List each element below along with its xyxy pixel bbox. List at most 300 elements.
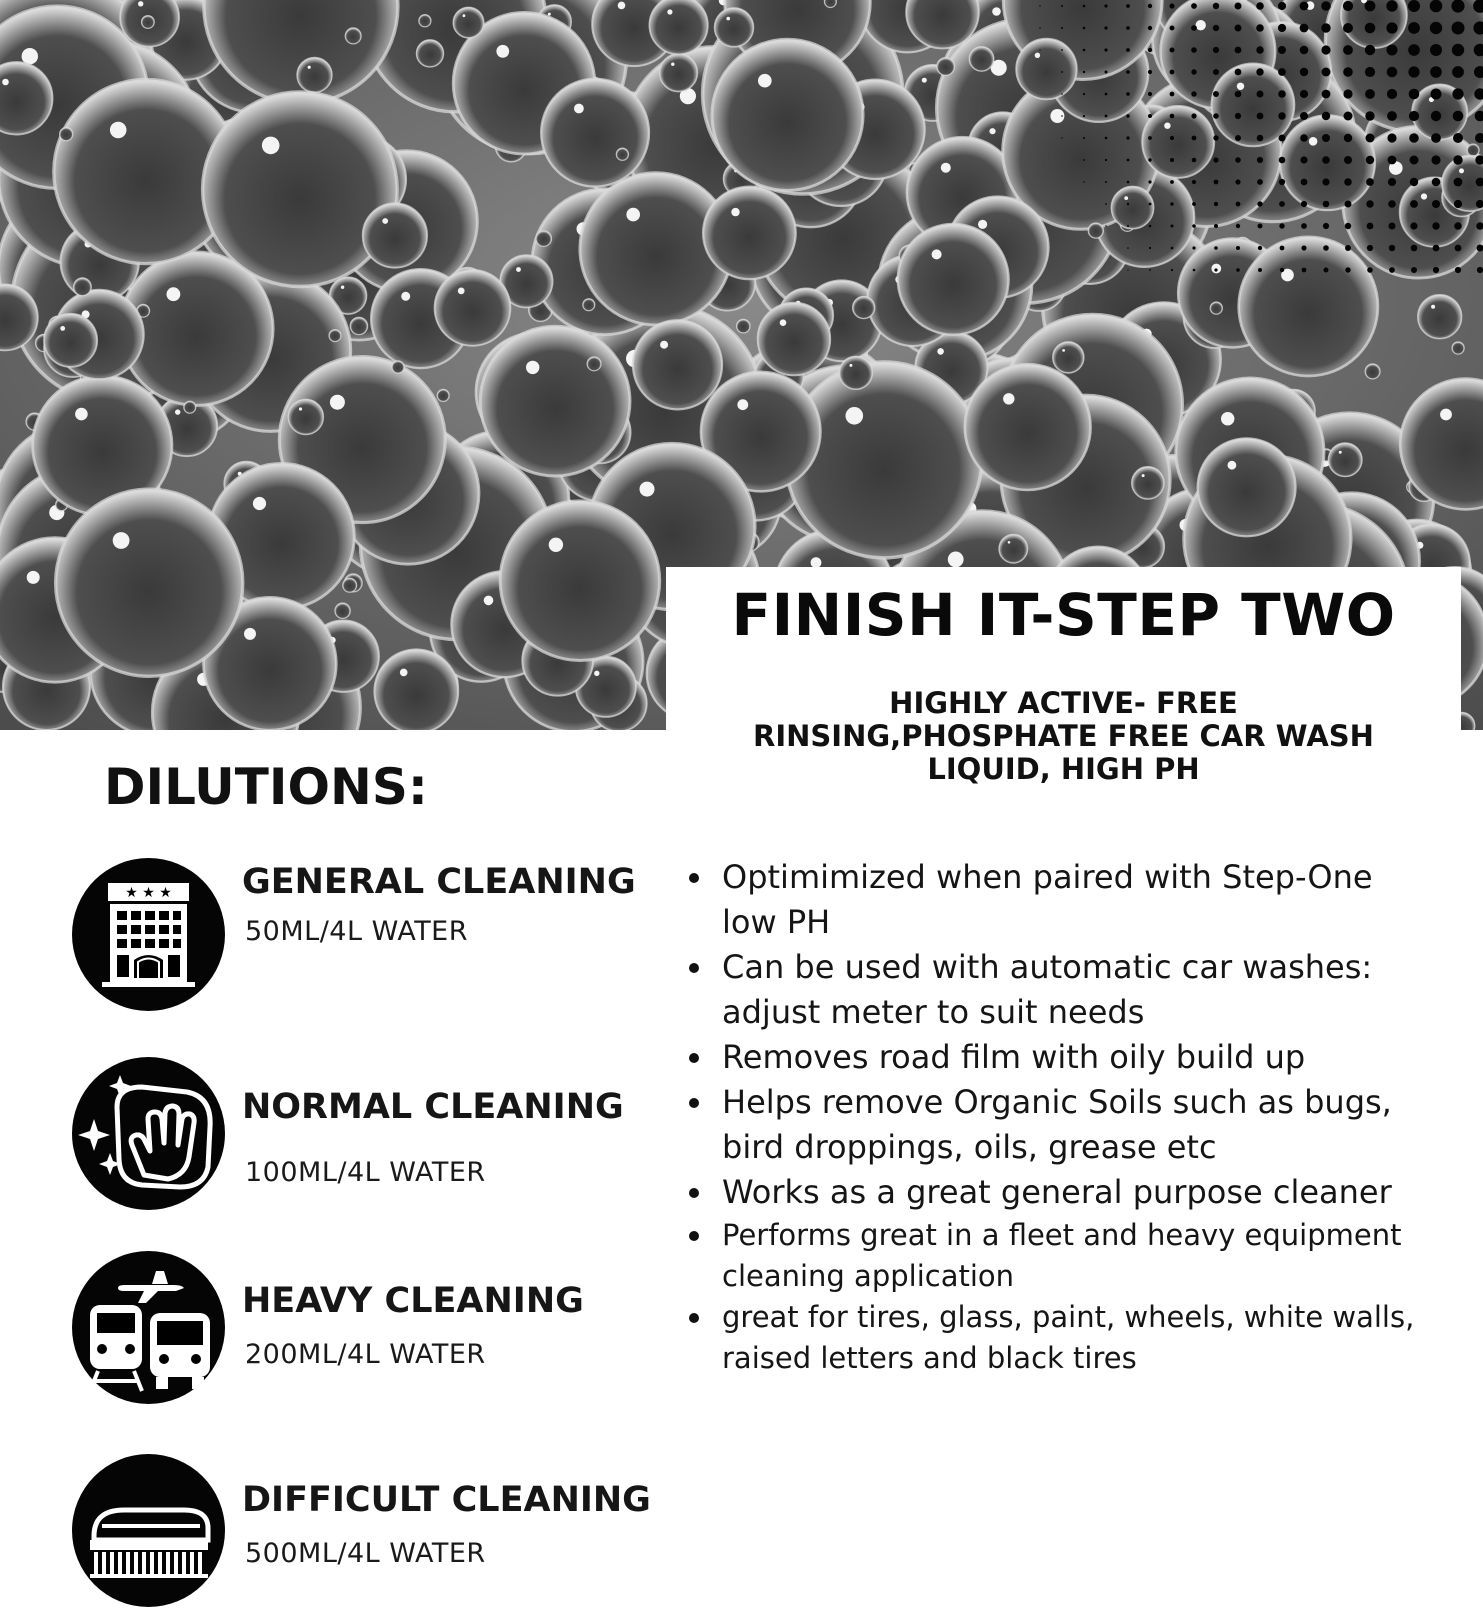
halftone-dot (1213, 47, 1219, 53)
halftone-dot (1170, 158, 1174, 162)
halftone-dot (1300, 46, 1309, 55)
halftone-dot (1300, 90, 1308, 98)
halftone-dot (1061, 27, 1063, 29)
feature-item: Optimimized when paired with Step-One low PH (686, 855, 1426, 945)
bubble-highlight (1196, 20, 1206, 30)
dilution-amount: 200ML/4L WATER (245, 1339, 486, 1370)
bubble-highlight (1228, 461, 1237, 470)
bubble-highlight (992, 7, 1001, 16)
bubble-highlight (253, 497, 266, 510)
bubble (1212, 64, 1295, 147)
bubble-highlight (1431, 305, 1435, 309)
halftone-dot (1257, 201, 1262, 206)
bubble (703, 187, 796, 280)
halftone-dot (1322, 178, 1329, 185)
halftone-dot (1343, 23, 1353, 33)
halftone-dot (1389, 223, 1396, 230)
bubble (392, 361, 404, 373)
halftone-dot (1302, 268, 1307, 273)
bubble (1142, 106, 1214, 178)
halftone-dot (1256, 24, 1264, 32)
halftone-dot (1235, 157, 1241, 163)
halftone-dot (1408, 22, 1420, 34)
halftone-dot (1105, 203, 1107, 205)
bubble-highlight (1421, 193, 1427, 199)
halftone-dot (1386, 0, 1397, 11)
bubble (1198, 438, 1296, 536)
halftone-dot (1104, 4, 1107, 7)
halftone-dot (1170, 92, 1175, 97)
halftone-dot (1257, 91, 1264, 98)
bubble-highlight (299, 407, 302, 410)
halftone-dot (1127, 247, 1129, 249)
halftone-dot (1236, 268, 1240, 272)
bubble (345, 28, 361, 44)
halftone-dot (1452, 88, 1463, 99)
halftone-dot (1127, 225, 1129, 227)
halftone-dot (1256, 46, 1263, 53)
bubble (363, 203, 427, 267)
bubble-highlight (667, 9, 672, 14)
bubble-highlight (244, 628, 256, 640)
subtitle-line: LIQUID, HIGH PH (927, 752, 1200, 786)
dilution-item-general (72, 858, 672, 1018)
halftone-dot (1171, 225, 1174, 228)
halftone-dot (1083, 71, 1085, 73)
bubble-highlight (167, 287, 181, 301)
halftone-dot (1191, 25, 1197, 31)
halftone-dot (1192, 246, 1195, 249)
halftone-dot (1280, 246, 1285, 251)
halftone-dot (1105, 159, 1107, 161)
halftone-dot (1409, 111, 1419, 121)
halftone-dot (1127, 181, 1130, 184)
halftone-dot (1452, 44, 1464, 56)
halftone-dot (1280, 268, 1284, 272)
halftone-dot (1256, 68, 1263, 75)
halftone-dot (1386, 22, 1397, 33)
bubble-highlight (262, 137, 280, 155)
dilution-item-heavy (72, 1251, 672, 1411)
halftone-dot (1105, 115, 1108, 118)
feature-item: Removes road film with oily build up (686, 1035, 1426, 1080)
halftone-dot (1213, 69, 1219, 75)
halftone-dot (1279, 201, 1285, 207)
halftone-dot (1148, 158, 1151, 161)
halftone-dot (1301, 201, 1307, 207)
bubble-highlight (941, 163, 951, 173)
bubble (737, 319, 751, 333)
halftone-dot (1345, 245, 1351, 251)
halftone-dot (1126, 114, 1129, 117)
dilution-name: NORMAL CLEANING (242, 1087, 624, 1127)
halftone-dot (1409, 133, 1419, 143)
halftone-dot (1191, 3, 1197, 9)
halftone-dot (1213, 91, 1219, 97)
halftone-dot (1148, 4, 1152, 8)
halftone-dot (1235, 91, 1242, 98)
halftone-dot (1410, 200, 1418, 208)
bubble-highlight (618, 2, 626, 10)
bubble (1418, 295, 1462, 339)
bubble (898, 224, 1009, 335)
halftone-dot (1170, 48, 1175, 53)
halftone-dot (1389, 245, 1395, 251)
halftone-dot (1126, 4, 1130, 8)
halftone-dot (1345, 223, 1351, 229)
halftone-dot (1083, 5, 1086, 8)
halftone-dot (1192, 202, 1196, 206)
feature-list (686, 855, 1426, 1379)
bubble (853, 296, 875, 318)
bubble-highlight (1003, 393, 1014, 404)
bubble-highlight (22, 48, 38, 64)
halftone-dot (1452, 22, 1465, 35)
halftone-dot (1321, 45, 1330, 54)
bubble-highlight (594, 671, 599, 676)
bubble (616, 148, 628, 160)
halftone-dot (1191, 69, 1196, 74)
halftone-dot (1410, 156, 1419, 165)
halftone-dot (1344, 156, 1352, 164)
bubble (1452, 342, 1464, 354)
halftone-dot (1193, 269, 1196, 272)
halftone-dot (1431, 111, 1441, 121)
halftone-dot (1149, 269, 1151, 271)
halftone-dot (1300, 156, 1307, 163)
bubble (758, 303, 831, 376)
bubble-highlight (780, 319, 787, 326)
bubble (44, 314, 97, 367)
dilution-amount: 100ML/4L WATER (245, 1157, 486, 1188)
halftone-dot (1323, 223, 1329, 229)
halftone-dot (1083, 93, 1085, 95)
bubble (1467, 144, 1479, 156)
halftone-dot (1213, 3, 1219, 9)
halftone-dot (1301, 245, 1306, 250)
svg-text:★ ★ ★: ★ ★ ★ (125, 885, 172, 901)
bubble-highlight (989, 128, 995, 134)
bubble-highlight (937, 348, 944, 355)
bubble-highlight (1237, 83, 1244, 90)
bubble-highlight (60, 326, 65, 331)
halftone-dot (1126, 26, 1130, 30)
bubble-highlight (846, 407, 864, 425)
halftone-dot (1408, 0, 1420, 12)
bubble (335, 603, 350, 618)
halftone-dot (1345, 267, 1350, 272)
halftone-dot (1191, 91, 1196, 96)
bubble (786, 362, 982, 558)
halftone-dot (1148, 180, 1151, 183)
halftone-dot (1258, 268, 1262, 272)
halftone-dot (1431, 89, 1442, 100)
bubble-highlight (382, 218, 388, 224)
halftone-dot (1343, 1, 1353, 11)
halftone-dot (1148, 70, 1152, 74)
halftone-dot (1104, 48, 1107, 51)
halftone-dot (1039, 27, 1040, 28)
halftone-dot (1213, 157, 1218, 162)
dilution-item-difficult (72, 1454, 672, 1614)
halftone-dot (1170, 70, 1175, 75)
halftone-dot (1387, 133, 1396, 142)
halftone-dot (1170, 26, 1175, 31)
bubble-highlight (341, 286, 344, 289)
halftone-dot (1235, 47, 1242, 54)
bubble (203, 92, 398, 287)
halftone-dot (1366, 134, 1375, 143)
bubble (74, 278, 92, 296)
halftone-dot (1432, 178, 1441, 187)
bubble-highlight (626, 208, 640, 222)
bubble-highlight (1062, 349, 1065, 352)
halftone-dot (1367, 267, 1373, 273)
halftone-dot (1214, 180, 1219, 185)
bubble (824, 0, 836, 8)
halftone-dot (1387, 67, 1398, 78)
halftone-dot (1279, 157, 1286, 164)
halftone-dot (1388, 178, 1396, 186)
halftone-dot (1322, 68, 1331, 77)
bubble-highlight (1309, 137, 1318, 146)
halftone-dot (1105, 93, 1108, 96)
bubble-highlight (175, 409, 180, 414)
halftone-dot (1149, 203, 1152, 206)
halftone-dot (1279, 135, 1286, 142)
bubble-highlight (330, 395, 345, 410)
dilution-amount: 500ML/4L WATER (245, 1538, 486, 1569)
halftone-dot (1365, 45, 1375, 55)
bubble-highlight (660, 341, 668, 349)
halftone-dot (1192, 136, 1197, 141)
bubble (329, 330, 341, 342)
bubble (416, 40, 443, 67)
halftone-dot (1454, 178, 1463, 187)
halftone-dot (1388, 200, 1396, 208)
halftone-dot (1061, 5, 1063, 7)
bubble (500, 501, 660, 661)
bubble (435, 270, 511, 346)
halftone-dot (1323, 201, 1330, 208)
halftone-dot (1477, 267, 1483, 273)
hotel-building-icon (72, 858, 225, 1011)
bubble-highlight (671, 62, 674, 65)
halftone-dot (1061, 49, 1063, 51)
bubble-highlight (516, 267, 521, 272)
bubble-highlight (138, 1, 143, 6)
halftone-dot (1083, 159, 1085, 161)
halftone-dot (1061, 137, 1062, 138)
halftone-dot (1235, 25, 1242, 32)
halftone-dot (1344, 134, 1352, 142)
bubble-highlight (640, 482, 655, 497)
halftone-dot (1170, 114, 1175, 119)
halftone-dot (1411, 245, 1418, 252)
halftone-dot (1061, 93, 1063, 95)
halftone-dot (1279, 223, 1284, 228)
bubble (1328, 443, 1362, 477)
halftone-dot (1279, 179, 1285, 185)
halftone-dot (1104, 26, 1107, 29)
halftone-dot (1213, 113, 1219, 119)
bubble (649, 0, 707, 54)
bubble (587, 357, 601, 371)
bubble (1365, 364, 1380, 379)
halftone-dot (1343, 45, 1353, 55)
halftone-dot (1322, 112, 1330, 120)
bubble (715, 8, 754, 47)
halftone-dot (1321, 1, 1331, 11)
halftone-dot (1061, 115, 1063, 117)
halftone-dot (1300, 134, 1308, 142)
feature-item: great for tires, glass, paint, wheels, white walls, raised letters and black tires (686, 1297, 1426, 1379)
bubble (541, 79, 649, 187)
halftone-dot (1366, 200, 1373, 207)
bubble (288, 399, 323, 434)
bubble-highlight (1008, 541, 1011, 544)
bubble-highlight (849, 364, 852, 367)
dilutions-heading: DILUTIONS: (104, 758, 428, 816)
halftone-dot (1127, 159, 1130, 162)
bubble (480, 326, 630, 476)
halftone-dot (1214, 268, 1217, 271)
halftone-dot (1257, 157, 1263, 163)
product-title: FINISH IT-STEP TWO (731, 581, 1396, 649)
dilution-item-normal (72, 1057, 672, 1217)
bubble (660, 54, 698, 92)
bubble-highlight (726, 17, 730, 21)
halftone-dot (1149, 225, 1152, 228)
halftone-dot (1148, 114, 1152, 118)
dilution-name: HEAVY CLEANING (242, 1281, 584, 1321)
halftone-dot (1432, 200, 1440, 208)
wiping-hand-sparkle-icon (72, 1057, 225, 1210)
bubble (1132, 467, 1164, 499)
subtitle-line: HIGHLY ACTIVE- FREE (889, 686, 1238, 720)
halftone-dot (1256, 2, 1264, 10)
halftone-dot (1410, 222, 1417, 229)
bubble (453, 7, 484, 38)
halftone-dot (1083, 181, 1084, 182)
bubble (969, 47, 994, 72)
halftone-dot (1344, 178, 1352, 186)
halftone-dot (1300, 112, 1308, 120)
halftone-dot (1365, 67, 1375, 77)
halftone-dot (1213, 25, 1219, 31)
halftone-dot (1236, 246, 1240, 250)
halftone-dot (1455, 267, 1461, 273)
bubble-highlight (574, 104, 584, 114)
bubble (437, 389, 449, 401)
halftone-dot (1278, 90, 1286, 98)
halftone-dot (1387, 111, 1397, 121)
bubble (1088, 223, 1103, 238)
halftone-dot (1039, 5, 1040, 6)
bubble (1111, 186, 1153, 228)
bubble-highlight (548, 13, 551, 16)
halftone-dot (1408, 66, 1419, 77)
bubble (839, 356, 872, 389)
halftone-dot (1367, 223, 1374, 230)
product-subtitle (726, 687, 1401, 786)
transport-vehicles-icon (72, 1251, 225, 1404)
halftone-dot (1300, 24, 1309, 33)
halftone-dot (1321, 23, 1330, 32)
bubble (350, 317, 367, 334)
halftone-dot (1126, 48, 1130, 52)
halftone-dot (1410, 178, 1418, 186)
feature-item: Helps remove Organic Soils such as bugs, bird droppings, oils, grease etc (686, 1080, 1426, 1170)
halftone-dot (1387, 45, 1398, 56)
halftone-dot (1235, 135, 1241, 141)
halftone-dot (1148, 48, 1152, 52)
halftone-dot (1278, 68, 1286, 76)
halftone-dot (1257, 179, 1263, 185)
bubble-highlight (731, 208, 739, 216)
halftone-dot (1433, 267, 1439, 273)
halftone-dot (1083, 137, 1085, 139)
halftone-dot (1430, 0, 1443, 12)
halftone-dot (1191, 47, 1197, 53)
halftone-dot (1148, 26, 1152, 30)
subtitle-line: RINSING,PHOSPHATE FREE CAR WASH (753, 719, 1374, 753)
halftone-dot (1235, 179, 1240, 184)
halftone-dot (1149, 247, 1151, 249)
halftone-dot (1171, 247, 1174, 250)
bubble (60, 128, 73, 141)
bubble-highlight (2, 79, 9, 86)
halftone-dot (1257, 135, 1264, 142)
halftone-dot (1105, 225, 1106, 226)
bubble-highlight (496, 45, 509, 58)
bubble-highlight (484, 596, 494, 606)
bubble-highlight (1035, 53, 1040, 58)
dilution-amount: 50ML/4L WATER (245, 916, 469, 947)
bubble (937, 58, 955, 76)
bubble-highlight (758, 74, 772, 88)
bubble-highlight (458, 288, 465, 295)
halftone-dot (1454, 222, 1462, 230)
halftone-dot (1365, 23, 1376, 34)
bubble (343, 578, 357, 592)
halftone-dot (1432, 222, 1439, 229)
halftone-dot (1148, 136, 1152, 140)
halftone-dot (1388, 156, 1397, 165)
halftone-dot (1083, 115, 1085, 117)
dilution-name: GENERAL CLEANING (242, 862, 636, 902)
bubble (633, 320, 722, 409)
halftone-dot (1170, 202, 1173, 205)
halftone-dot (1344, 112, 1353, 121)
halftone-dot (1453, 155, 1462, 164)
halftone-dot (1278, 2, 1286, 10)
halftone-dot (1365, 1, 1376, 12)
halftone-dot (1453, 133, 1463, 143)
bubble (712, 39, 863, 190)
dilution-name: DIFFICULT CLEANING (242, 1480, 651, 1520)
halftone-dot (1453, 111, 1464, 122)
halftone-dot (1301, 223, 1307, 229)
halftone-dot (1455, 245, 1462, 252)
halftone-dot (1170, 136, 1174, 140)
bubble-highlight (113, 532, 130, 549)
product-title-card (666, 567, 1461, 797)
halftone-dot (1148, 92, 1152, 96)
halftone-dot (1192, 224, 1196, 228)
halftone-dot (1322, 156, 1330, 164)
bubble-highlight (1221, 412, 1234, 425)
